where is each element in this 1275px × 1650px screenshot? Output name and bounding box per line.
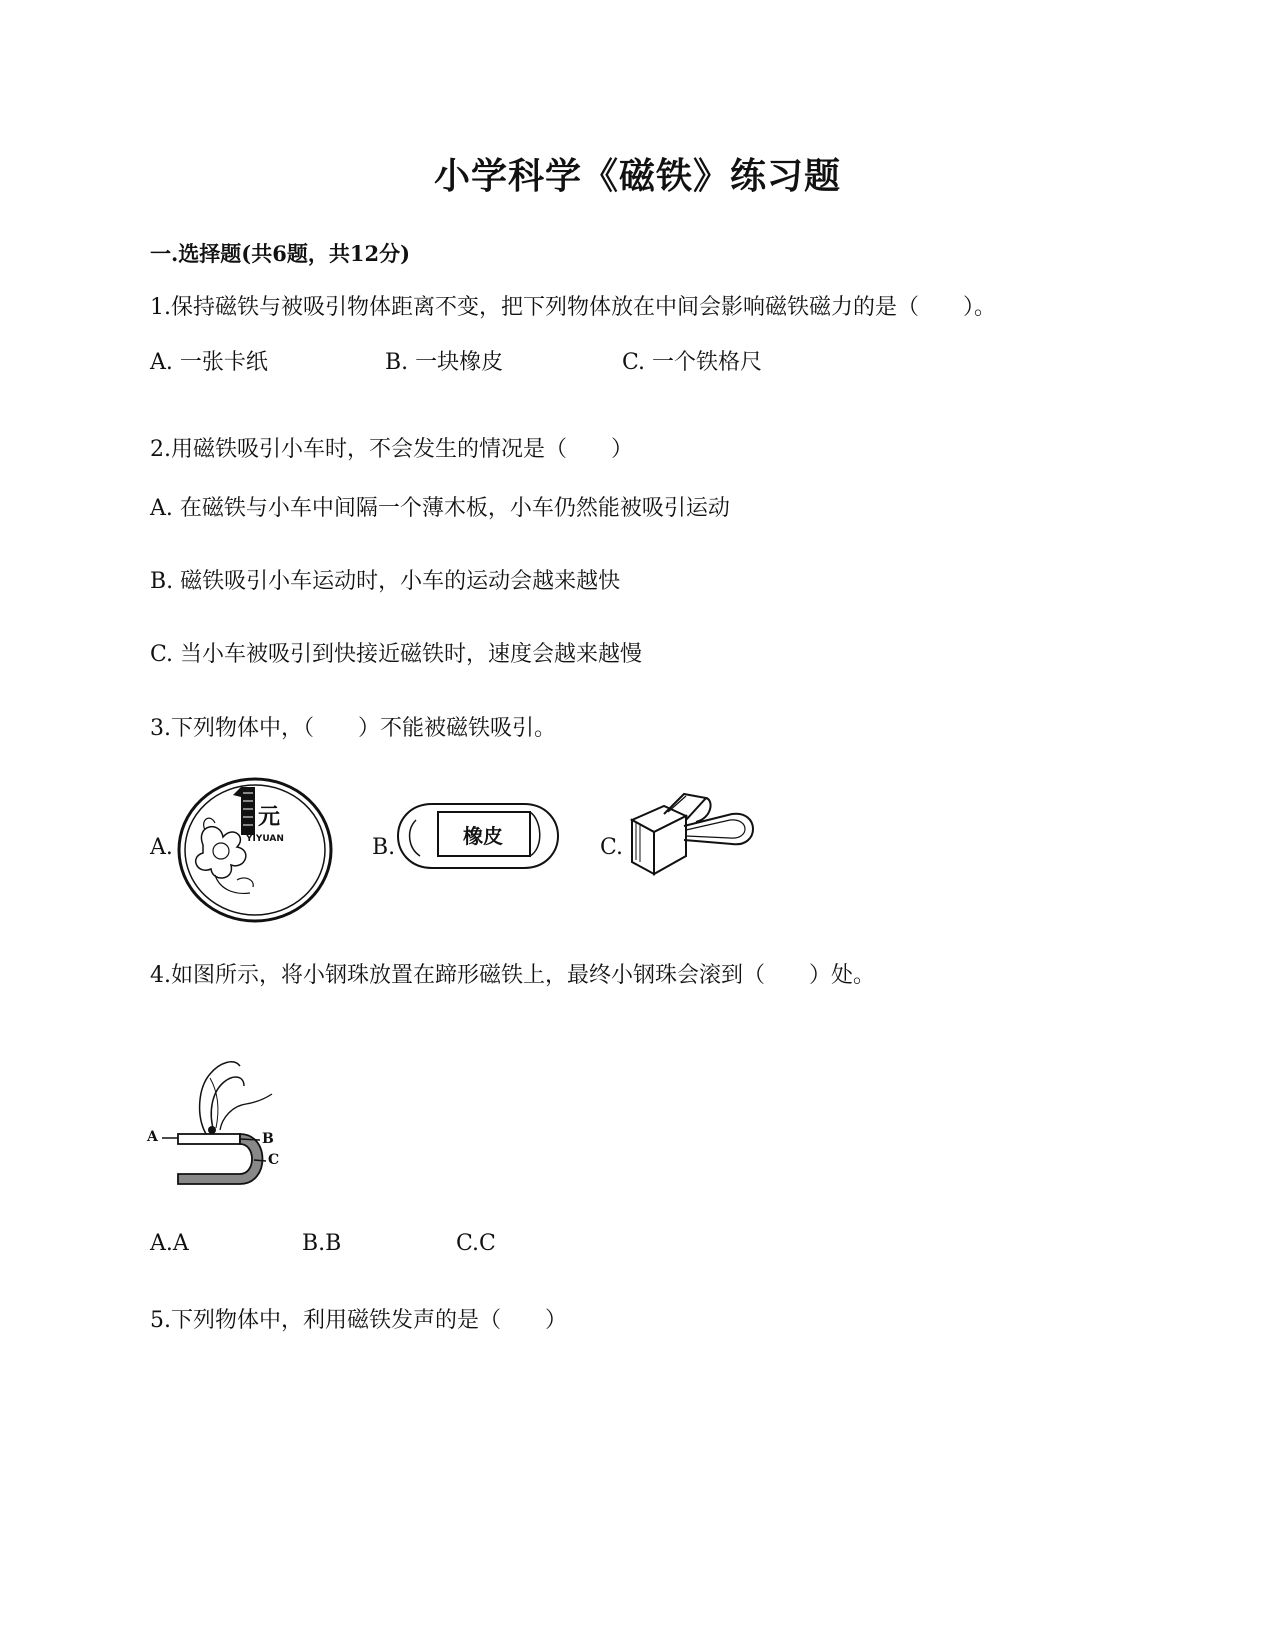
question-4-option-b: B.B — [302, 1231, 342, 1256]
binder-clip-icon — [624, 792, 764, 878]
question-3-option-c-label: C. — [600, 835, 624, 860]
question-2-stem: 2.用磁铁吸引小车时，不会发生的情况是（ ） — [150, 437, 633, 462]
eraser-text: 橡皮 — [463, 824, 503, 848]
question-1-stem: 1.保持磁铁与被吸引物体距离不变，把下列物体放在中间会影响磁铁磁力的是（ ）。 — [150, 295, 996, 320]
question-4-option-c: C.C — [456, 1231, 496, 1256]
question-3-option-a-label: A. — [150, 835, 173, 860]
question-4-stem: 4.如图所示，将小钢珠放置在蹄形磁铁上，最终小钢珠会滚到（ ）处。 — [150, 963, 875, 988]
question-1-option-c: C. 一个铁格尺 — [622, 350, 763, 375]
section-heading: 一.选择题(共6题，共12分) — [150, 241, 411, 266]
question-3-stem: 3.下列物体中，（ ）不能被磁铁吸引。 — [150, 716, 556, 741]
magnet-label-a: A — [147, 1129, 158, 1145]
question-3-option-b-label: B. — [372, 835, 396, 860]
question-5-stem: 5.下列物体中，利用磁铁发声的是（ ） — [150, 1308, 567, 1333]
coin-icon — [175, 775, 335, 925]
question-2-option-c: C. 当小车被吸引到快接近磁铁时，速度会越来越慢 — [150, 642, 643, 667]
question-2-option-a: A. 在磁铁与小车中间隔一个薄木板，小车仍然能被吸引运动 — [150, 496, 730, 521]
coin-latin-text: YIYUAN — [246, 834, 284, 844]
horseshoe-magnet-icon — [148, 1048, 288, 1186]
question-1-option-b: B. 一块橡皮 — [385, 350, 504, 375]
question-2-option-b: B. 磁铁吸引小车运动时，小车的运动会越来越快 — [150, 569, 621, 594]
question-4-option-a: A.A — [150, 1231, 189, 1256]
coin-denomination: 元 — [258, 805, 281, 830]
magnet-label-c: C — [268, 1152, 280, 1168]
magnet-label-b: B — [262, 1131, 274, 1147]
question-1-option-a: A. 一张卡纸 — [150, 350, 268, 375]
page-title: 小学科学《磁铁》练习题 — [433, 155, 841, 197]
